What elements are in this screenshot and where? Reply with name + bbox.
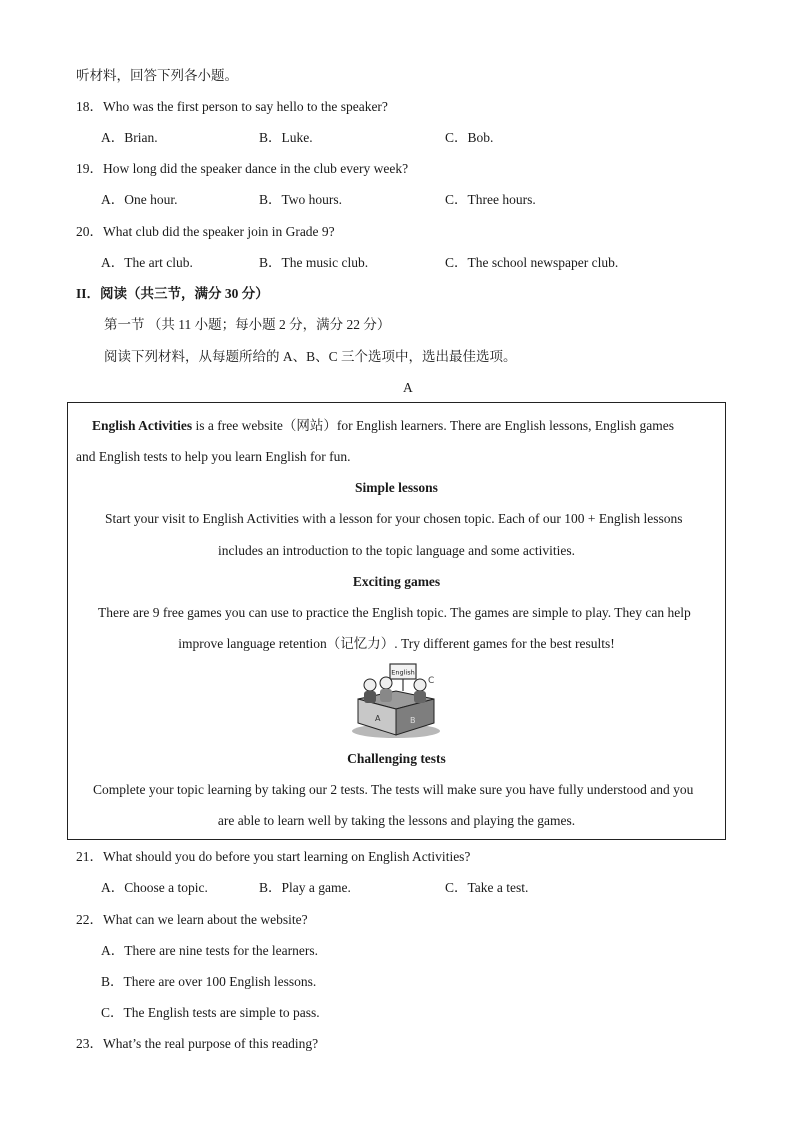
q20-option-c: C．The school newspaper club. bbox=[445, 255, 619, 270]
tests-text-2: are able to learn well by taking the lessons and playing the games. bbox=[217, 813, 576, 828]
q22-option-c: C．The English tests are simple to pass. bbox=[101, 1005, 320, 1020]
heading-simple-lessons: Simple lessons bbox=[355, 480, 438, 495]
q21-option-a: A．Choose a topic. bbox=[101, 880, 208, 895]
games-text-1: There are 9 free games you can use to practice the English topic. The games are simple to play. They can help bbox=[98, 605, 691, 620]
q21-option-c: C．Take a test. bbox=[445, 880, 529, 895]
heading-exciting-games: Exciting games bbox=[352, 574, 441, 589]
site-name: English Activities bbox=[92, 418, 193, 433]
listening-intro: 听材料，回答下列各小题。 bbox=[76, 68, 238, 83]
question-22: 22．What can we learn about the website? bbox=[76, 912, 308, 927]
q20-option-a: A．The art club. bbox=[101, 255, 193, 270]
q18-option-a: A．Brian. bbox=[101, 130, 158, 145]
section-part: 第一节 （共 11 小题；每小题 2 分，满分 22 分） bbox=[104, 317, 391, 332]
question-18: 18．Who was the first person to say hello to the speaker? bbox=[76, 99, 388, 114]
lessons-text-2: includes an introduction to the topic language and some activities. bbox=[218, 543, 575, 558]
svg-text:C: C bbox=[428, 676, 435, 686]
svg-text:A: A bbox=[375, 714, 381, 723]
kids-english-illustration bbox=[348, 661, 444, 739]
q22-option-b: B．There are over 100 English lessons. bbox=[101, 974, 317, 989]
section-instruction: 阅读下列材料，从每题所给的 A、B、C 三个选项中，选出最佳选项。 bbox=[104, 349, 517, 364]
passage-lead bbox=[92, 417, 674, 435]
q19-option-c: C．Three hours. bbox=[445, 192, 536, 207]
lessons-text-1: Start your visit to English Activities with a lesson for your chosen topic. Each of our 100 + English lessons bbox=[105, 511, 683, 526]
q20-option-b: B．The music club. bbox=[259, 255, 369, 270]
tests-text-1: Complete your topic learning by taking our 2 tests. The tests will make sure you have fully understood and you bbox=[93, 782, 694, 797]
passage-label: A bbox=[403, 380, 413, 395]
q21-option-b: B．Play a game. bbox=[259, 880, 351, 895]
q19-option-a: A．One hour. bbox=[101, 192, 178, 207]
passage-lead-line2: and English tests to help you learn English for fun. bbox=[76, 449, 351, 464]
question-21: 21．What should you do before you start learning on English Activities? bbox=[76, 849, 471, 864]
section-title: II．阅读（共三节，满分 30 分） bbox=[76, 286, 269, 301]
question-20: 20．What club did the speaker join in Grade 9? bbox=[76, 224, 335, 239]
games-text-2: improve language retention（记忆力）. Try different games for the best results! bbox=[178, 636, 615, 651]
svg-text:B: B bbox=[410, 716, 416, 725]
q18-option-c: C．Bob. bbox=[445, 130, 494, 145]
q22-option-a: A．There are nine tests for the learners. bbox=[101, 943, 319, 958]
question-23: 23．What’s the real purpose of this reading? bbox=[76, 1036, 319, 1051]
question-19: 19．How long did the speaker dance in the club every week? bbox=[76, 161, 409, 176]
lead-text: is a free website（网站）for English learners. There are English lessons, English games bbox=[192, 418, 675, 433]
passage-box bbox=[67, 402, 726, 840]
q19-option-b: B．Two hours. bbox=[259, 192, 343, 207]
heading-challenging-tests: Challenging tests bbox=[347, 751, 446, 766]
q18-option-b: B．Luke. bbox=[259, 130, 313, 145]
sign-text: English bbox=[391, 668, 415, 677]
